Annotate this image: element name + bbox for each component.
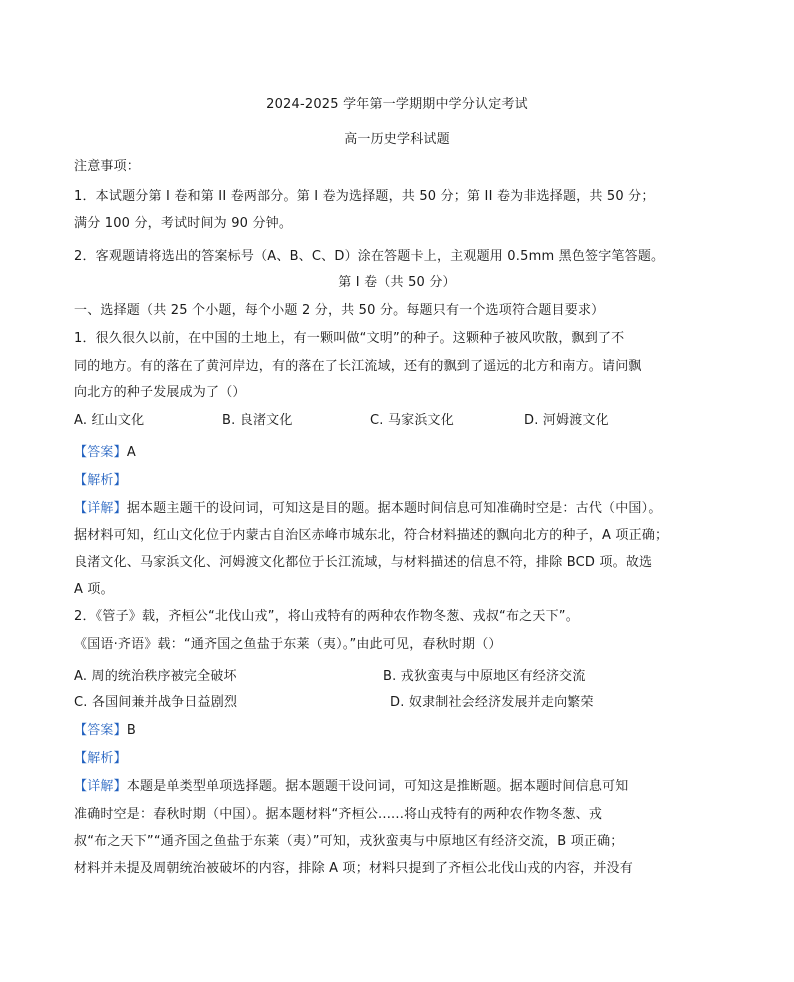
- q2-option-c: C. 各国间兼并战争日益剧烈: [74, 695, 238, 710]
- q1-stem-line: 同的地方。有的落在了黄河岸边，有的落在了长江流域，还有的飘到了遥远的北方和南方。请问飘: [74, 359, 642, 374]
- q1-detail-line: A 项。: [74, 582, 114, 597]
- q2-detail-line: 材料并未提及周朝统治被破坏的内容，排除 A 项；材料只提到了齐桓公北伐山戎的内容，并没有: [74, 861, 633, 876]
- q1-option-b: B. 良渚文化: [222, 413, 293, 428]
- detail-tag: 【详解】: [74, 779, 127, 794]
- answer-tag: 【答案】: [74, 723, 127, 738]
- q1-detail-line: 据材料可知，红山文化位于内蒙古自治区赤峰市城东北，符合材料描述的飘向北方的种子，A 项正确；: [74, 528, 669, 543]
- q2-detail-line: 叔“布之天下”“通齐国之鱼盐于东莱（夷）”可知，戎狄蛮夷与中原地区有经济交流，B 项正确；: [74, 834, 624, 849]
- q1-option-c: C. 马家浜文化: [370, 413, 454, 428]
- q1-option-a: A. 红山文化: [74, 413, 145, 428]
- q1-detail-line: 良渚文化、马家浜文化、河姆渡文化都位于长江流域，与材料描述的信息不符，排除 BCD 项。故选: [74, 555, 653, 570]
- exam-title: 2024-2025 学年第一学期期中学分认定考试: [266, 97, 528, 112]
- exam-subtitle: 高一历史学科试题: [344, 132, 450, 147]
- q1-stem-line: 1．很久很久以前，在中国的土地上，有一颗叫做“文明”的种子。这颗种子被风吹散，飘到了不: [74, 331, 625, 346]
- notice-item-1: 1．本试题分第 I 卷和第 II 卷两部分。第 I 卷为选择题，共 50 分；第 II 卷为非选择题，共 50 分；: [74, 189, 655, 204]
- section-instruction: 一、选择题（共 25 个小题，每个小题 2 分，共 50 分。每题只有一个选项符合题目要求）: [74, 303, 605, 318]
- q2-detail-line: 准确时空是：春秋时期（中国）。据本题材料“齐桓公......将山戎特有的两种农作物冬葱、戎: [74, 807, 603, 822]
- notice-item-2: 2．客观题请将选出的答案标号（A、B、C、D）涂在答题卡上，主观题用 0.5mm 黑色签字笔答题。: [74, 249, 665, 264]
- q2-detail-line: [74, 778, 628, 796]
- q2-stem-line: 《国语·齐语》载：“通齐国之鱼盐于东莱（夷）。”由此可见，春秋时期（）: [74, 637, 502, 652]
- q2-stem-line: 2．《管子》载，齐桓公“北伐山戎”，将山戎特有的两种农作物冬葱、戎叔“布之天下”。: [74, 609, 579, 624]
- answer-value: B: [126, 723, 136, 738]
- q2-option-b: B. 戎狄蛮夷与中原地区有经济交流: [383, 669, 586, 684]
- answer-value: A: [126, 445, 136, 460]
- detail-text: 本题是单类型单项选择题。据本题题干设问词，可知这是推断题。据本题时间信息可知: [126, 779, 629, 794]
- q2-analysis-tag: 【解析】: [74, 751, 127, 766]
- q2-option-d: D. 奴隶制社会经济发展并走向繁荣: [390, 695, 594, 710]
- q1-stem-line: 向北方的种子发展成为了（）: [74, 385, 246, 400]
- answer-tag: 【答案】: [74, 445, 127, 460]
- detail-tag: 【详解】: [74, 501, 127, 516]
- section-title: 第 I 卷（共 50 分）: [338, 275, 456, 290]
- notice-heading: 注意事项：: [74, 159, 141, 174]
- detail-text: 据本题主题干的设问词，可知这是目的题。据本题时间信息可知准确时空是：古代（中国）。: [126, 501, 662, 516]
- q1-option-d: D. 河姆渡文化: [524, 413, 609, 428]
- q1-detail-line: [74, 500, 662, 518]
- q1-analysis-tag: 【解析】: [74, 473, 127, 488]
- q1-answer: [74, 444, 136, 462]
- notice-item-1-cont: 满分 100 分，考试时间为 90 分钟。: [74, 216, 293, 231]
- q2-answer: [74, 722, 136, 740]
- q2-option-a: A. 周的统治秩序被完全破坏: [74, 669, 237, 684]
